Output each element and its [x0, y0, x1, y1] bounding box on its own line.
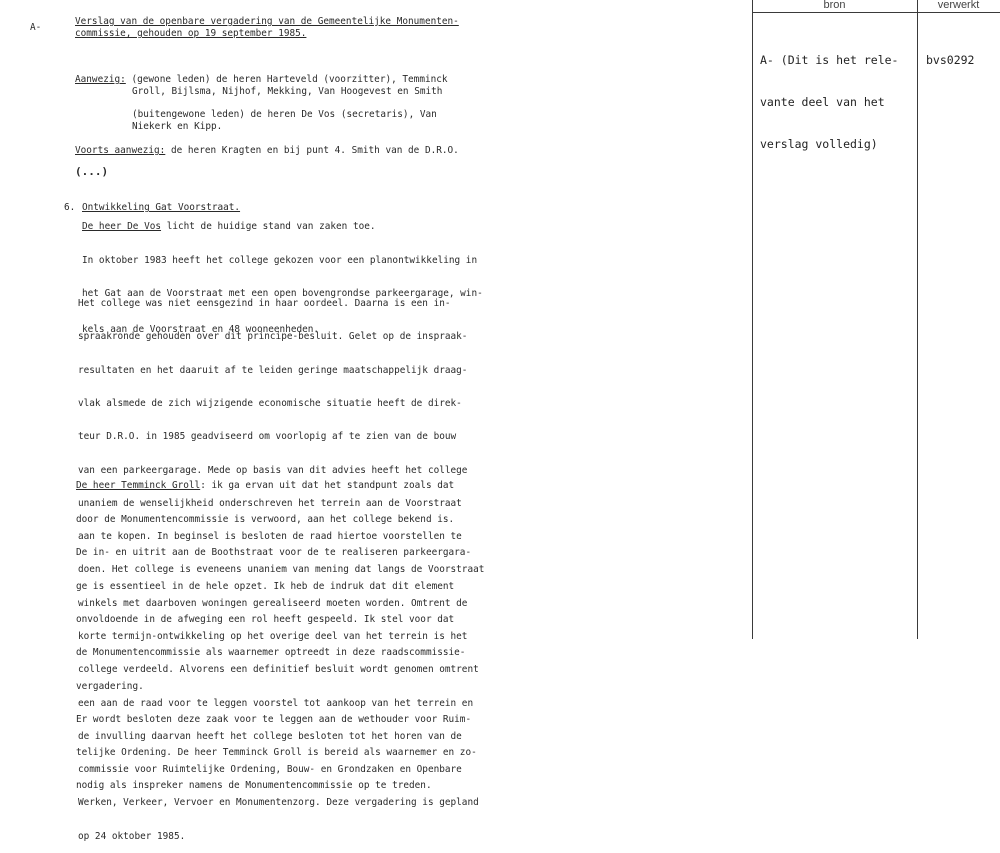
text-line: In oktober 1983 heeft het college gekozen voor een planontwikkeling in — [82, 255, 478, 267]
speaker1-name: De heer De Vos — [82, 221, 162, 232]
sidebar-note — [760, 25, 898, 165]
attendance-line-1 — [75, 74, 448, 85]
text-line: Werken, Verkeer, Vervoer en Monumentenzorg. Deze vergadering is gepland — [78, 797, 479, 809]
text-line: het Gat aan de Voorstraat met een open bovengrondse parkeergarage, win- — [82, 288, 483, 300]
text-line: korte termijn-ontwikkeling op het overige deel van het terrein is het — [78, 631, 468, 642]
margin-label: A- — [30, 22, 42, 33]
text-line: vlak alsmede de zich wijzigende economische situatie heeft de direk- — [78, 398, 462, 410]
header-rule — [752, 12, 1000, 13]
text-line: een aan de raad voor te leggen voorstel tot aankoop van het terrein en — [78, 697, 474, 709]
column-rule-left — [752, 0, 753, 639]
text-line: vergadering. — [76, 680, 144, 692]
attendance-extra-1: (buitengewone leden) de heren De Vos (secretaris), Van — [132, 109, 437, 120]
text-line: nodig als inspreker namens de Monumentencommissie op te treden. — [76, 780, 432, 792]
sidebar-note-line: A- (Dit is het rele- — [760, 53, 899, 67]
also-present-label: Voorts aanwezig: — [75, 145, 166, 156]
speaker1-line — [82, 221, 376, 232]
item-title: Ontwikkeling Gat Voorstraat. — [82, 202, 241, 213]
text-line: teur D.R.O. in 1985 geadviseerd om voorlopig af te zien van de bouw — [78, 431, 457, 443]
also-present-line — [75, 145, 459, 156]
text-line: kels aan de Voorstraat en 48 wooneenheden. — [82, 323, 320, 335]
text-line: onvoldoende in de afweging een rol heeft gespeeld. Ik stel voor dat — [76, 614, 455, 626]
text-line: telijke Ordening. De heer Temminck Groll is bereid als waarnemer en zo- — [76, 747, 477, 759]
text-line: winkels met daarboven woningen gerealiseerd moeten worden. Omtrent de — [78, 597, 468, 609]
text-line: de invulling daarvan heeft het college besloten tot het horen van de — [78, 730, 462, 742]
text-line: aan te kopen. In beginsel is besloten de raad hiertoe voorstellen te — [78, 531, 462, 543]
sidebar-note-line: vante deel van het — [760, 95, 885, 109]
text-line: van een parkeergarage. Mede op basis van dit advies heeft het college — [78, 464, 468, 476]
attendance-line-2: Groll, Bijlsma, Nijhof, Mekking, Van Hoogevest en Smith — [132, 86, 443, 97]
text-line: resultaten en het daaruit af te leiden geringe maatschappelijk draag- — [78, 364, 468, 376]
header-verwerkt: verwerkt — [937, 0, 980, 11]
header-bron: bron — [823, 0, 846, 11]
text-line: college verdeeld. Alvorens een definitief besluit wordt genomen omtrent — [78, 664, 479, 676]
text-line: ge is essentieel in de hele opzet. Ik heb de indruk dat dit element — [76, 580, 455, 592]
attendance-rest: (gewone leden) de heren Harteveld (voorzitter), Temminck — [131, 74, 448, 85]
attendance-extra-2: Niekerk en Kipp. — [132, 121, 223, 132]
speaker2-name: De heer Temminck Groll — [76, 480, 201, 491]
sidebar-note-line: verslag volledig) — [760, 137, 878, 151]
text-line: op 24 oktober 1985. — [78, 830, 186, 842]
also-present-rest: de heren Kragten en bij punt 4. Smith van de D.R.O. — [170, 145, 459, 156]
text-line: De in- en uitrit aan de Boothstraat voor de te realiseren parkeergara- — [76, 547, 472, 559]
column-rule-middle — [917, 0, 918, 639]
text-line: de Monumentencommissie als waarnemer optreedt in deze raadscommissie- — [76, 647, 466, 659]
attendance-label: Aanwezig: — [75, 74, 126, 85]
text-line: Er wordt besloten deze zaak voor te leggen aan de wethouder voor Ruim- — [76, 713, 472, 725]
text-line: Het college was niet eensgezind in haar oordeel. Daarna is een in- — [78, 298, 451, 310]
ellipsis: (...) — [75, 165, 109, 178]
sidebar-code: bvs0292 — [926, 53, 975, 67]
text-line: commissie voor Ruimtelijke Ordening, Bouw- en Grondzaken en Openbare — [78, 764, 462, 776]
speaker1-rest: licht de huidige stand van zaken toe. — [166, 221, 376, 232]
speaker2-line — [76, 480, 454, 491]
text-line: unaniem de wenselijkheid onderschreven het terrein aan de Voorstraat — [78, 497, 462, 509]
item-number: 6. — [64, 202, 76, 213]
text-line: door de Monumentencommissie is verwoord, aan het college bekend is. — [76, 514, 455, 526]
title-line-1: Verslag van de openbare vergadering van de Gemeentelijke Monumenten- — [75, 16, 459, 27]
speaker2-text — [76, 492, 477, 803]
text-line: spraakronde gehouden over dit principe-besluit. Gelet op de inspraak- — [78, 331, 468, 343]
speaker2-rest: : ik ga ervan uit dat het standpunt zoals dat — [200, 480, 455, 491]
title-line-2: commissie, gehouden op 19 september 1985. — [75, 28, 307, 39]
text-line: doen. Het college is eveneens unaniem van mening dat langs de Voorstraat — [78, 564, 485, 576]
